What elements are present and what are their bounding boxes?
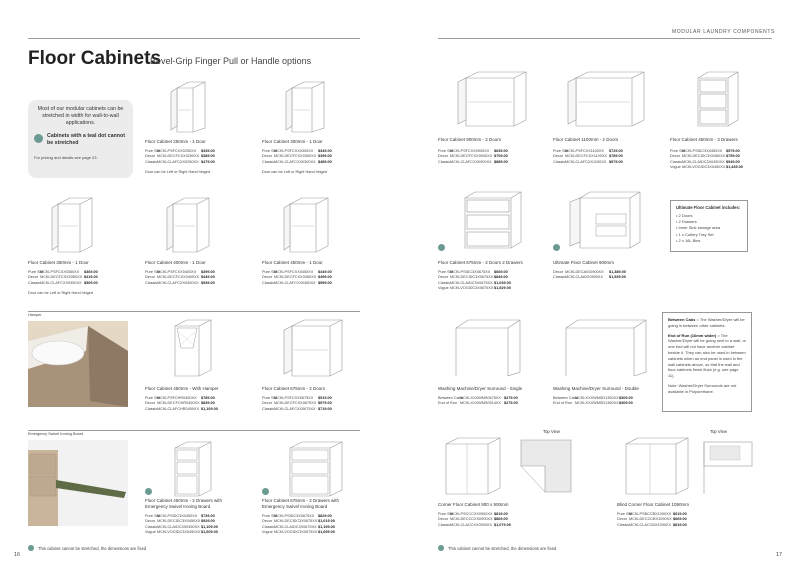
row-code: MCKLDECIDC3X0450XX [157, 519, 201, 524]
row-price: $309.00 [619, 401, 633, 406]
cabinet-ironing-450-name2: Emergency Swivel Ironing Board [145, 504, 211, 509]
row-code: MCKLXXXWMSD1360XX [575, 401, 619, 406]
row-price: $819.00 [494, 512, 508, 516]
row-finish: Decor [553, 154, 564, 159]
row-code: MCKLPSIDC3X0450XX [682, 149, 723, 153]
row-code: MCKLPSIDC3X0450XX [157, 514, 198, 518]
teal-dot-icon [438, 545, 444, 551]
blind-corner-table [617, 512, 687, 528]
row-code: MCKLPSFCHR0450XX [157, 396, 197, 400]
row-price: $539.00 [201, 280, 215, 285]
row-price: $1,609.00 [201, 529, 218, 534]
cabinet-900-name: Floor Cabinet 900mm - 2 Doors [438, 137, 502, 142]
cabinet-hamper-table [145, 396, 218, 412]
row-code: MCKLCLAFCXX0250XX [157, 159, 199, 164]
row-price: $519.00 [318, 396, 332, 400]
info-text: Most of our modular cabinets can be stretched in width for wall-to-wall applications. [37, 106, 124, 127]
row-finish: Classic [670, 159, 683, 164]
row-code: MCKLDECFCXX0300XX [274, 154, 317, 159]
cabinet-ultimate-drawing [566, 190, 646, 252]
ironing-photo-art [28, 440, 128, 526]
row-finish: Classic [438, 522, 451, 527]
table-row [553, 160, 623, 165]
table-row [145, 530, 218, 535]
cabinet-900-drawing [448, 70, 530, 130]
footer-note-right [438, 545, 556, 551]
row-code: MCKLVOGIDC3X0675XX [450, 285, 494, 290]
row-finish: Pure Silk [145, 149, 161, 153]
row-code: MCKLDECFCHR0450XX [157, 401, 200, 406]
row-finish: Decor [145, 519, 156, 524]
row-code: MCKLDECFCXX0450XX [274, 275, 317, 280]
row-code: MCKLDECCCXX0900XX [450, 517, 493, 522]
row-finish: Pure Silk [617, 512, 633, 516]
corner-cabinet-drawing [440, 436, 506, 496]
row-finish: Pure Silk [438, 149, 454, 153]
row-finish: Decor [28, 275, 39, 280]
cabinet-ultimate-table [553, 270, 626, 281]
cabinet-450-1door-table [262, 270, 332, 286]
cabinet-400-name: Floor Cabinet 400mm - 1 Door [145, 260, 206, 265]
row-price: $729.00 [609, 149, 623, 153]
header-rule-right [438, 38, 772, 39]
row-price: $279.00 [504, 401, 518, 406]
teal-dot-icon [553, 244, 560, 251]
table-row [145, 407, 218, 412]
row-price: $499.00 [318, 275, 332, 280]
cabinet-1100-name: Floor Cabinet 1100mm - 2 Doors [553, 137, 619, 142]
row-finish: Vogue [438, 285, 449, 290]
row-finish: Decor [145, 275, 156, 280]
cabinet-300-name: Floor Cabinet 300mm - 1 Door [262, 139, 323, 144]
corner-cabinet-table [438, 512, 511, 528]
row-finish: Pure Silk [145, 514, 161, 518]
ultimate-item-text: 2 Drawers [678, 219, 697, 225]
cabinet-450-3drawer-table [670, 149, 743, 170]
ultimate-heading: Ultimate Floor Cabinet includes: [676, 205, 741, 210]
row-price: $449.00 [318, 270, 332, 274]
row-finish: Classic [262, 280, 275, 285]
cabinet-250-table [145, 149, 215, 165]
row-price: $869.00 [494, 517, 508, 522]
row-finish: Pure Silk [262, 149, 278, 153]
table-row [262, 407, 332, 412]
row-price: $1,109.00 [201, 524, 218, 529]
row-type: Between Cabs [438, 396, 463, 400]
row-code: MCKLCLAIDC3X0675XX [274, 524, 317, 529]
row-price: $369.00 [84, 270, 98, 274]
row-code: MCKLXXXWMS0675XX [460, 396, 501, 400]
row-code: MCKLXXXWMS0914XX [460, 401, 501, 406]
row-price: $949.00 [726, 159, 740, 164]
row-finish: Decor [617, 517, 628, 522]
surround-double-table [553, 396, 633, 407]
cabinet-1100-table [553, 149, 623, 165]
row-price: $399.00 [201, 270, 215, 274]
ultimate-item-text: 2 Doors [678, 213, 693, 218]
surround-info-box [662, 312, 752, 412]
row-code: MCKLDECCCBX1090XX [629, 517, 672, 522]
cabinet-450-3drawer-drawing [690, 70, 745, 130]
row-price: $1,199.00 [318, 524, 335, 529]
row-finish: Classic [262, 524, 275, 529]
row-price: $579.00 [726, 149, 740, 153]
cabinet-250-note: Door can be Left or Right Hand hinged [145, 170, 211, 174]
row-code: MCKLPSCCCXX0900XX [450, 512, 493, 516]
info-dot-line [34, 133, 127, 147]
page-title: Floor Cabinets [28, 48, 162, 69]
row-type: Between Cabs [553, 396, 578, 400]
ultimate-item-text: 1 x Cutlery Tray Set [678, 231, 714, 237]
teal-dot-icon [145, 488, 152, 495]
cabinet-ironing-450-table [145, 514, 218, 535]
row-price: $1,079.00 [494, 522, 511, 527]
row-finish: Decor [553, 270, 564, 274]
row-finish: Decor [262, 275, 273, 280]
row-code: MCKLCLAFCXX0300XX [274, 159, 316, 164]
cabinet-350-drawing [48, 196, 103, 254]
row-price: $1,039.00 [494, 280, 511, 285]
row-code: MCKLPSFCXX0250XX [157, 149, 197, 153]
row-price: $449.00 [201, 275, 215, 280]
section-rule-hamper [28, 311, 360, 312]
row-finish: Decor [438, 154, 449, 159]
ultimate-item: • Inner Sink storage area [676, 225, 721, 231]
ultimate-item: • 2 Drawers [676, 219, 697, 225]
row-code: MCKLCLAFCXX0400XX [157, 280, 199, 285]
row-finish: Pure Silk [28, 270, 44, 274]
row-code: MCKLDECFCXX1100XX [565, 154, 607, 159]
teal-dot-icon [34, 134, 43, 143]
cabinet-450-1door-name: Floor Cabinet 450mm - 1 Door [262, 260, 323, 265]
row-type: End of Run [553, 401, 572, 406]
row-price: $509.00 [84, 280, 98, 285]
section-label-ironing: Emergency Swivel Ironing Board [28, 432, 84, 436]
row-code: MCKLVOGIDC3X0450XX [157, 529, 201, 534]
blind-corner-name: Blind Corner Floor Cabinet 1090mm [617, 502, 690, 507]
row-price: $389.00 [201, 154, 215, 159]
table-row [553, 275, 626, 280]
row-price: $829.00 [318, 514, 332, 518]
row-price: $399.00 [318, 154, 332, 159]
row-price: $709.00 [494, 154, 508, 159]
row-price: $479.00 [201, 159, 215, 164]
row-price: $979.00 [609, 159, 623, 164]
row-price: $1,699.00 [318, 529, 335, 534]
end-text: = The Washer/Dryer will be going next to a wall, or one end will not have another cabinet beside it. They can also be used in between cabinets when an end panel is used in the wall cabinets above, so that the wall and floor cabinets finish flush (e.g. see page 11). [668, 332, 746, 379]
row-code: MCKLPSIDC3X0675XX [450, 270, 491, 274]
end-bold: End of Run (16mm wider) [668, 332, 717, 338]
cabinet-675-drawers-name: Floor Cabinet 675mm - 2 Doors 2 Drawers [438, 260, 523, 265]
row-code: MCKLDECFCXX0675XX [274, 401, 317, 406]
cabinet-350-table [28, 270, 98, 286]
row-finish: Classic [262, 159, 275, 164]
row-finish: Classic [438, 280, 451, 285]
row-code: MCKLPSFCXX0675XX [274, 396, 314, 400]
info-pricing: For pricing and details see page 23. [34, 155, 98, 161]
row-code: MCKLCLAAIG0900XX [565, 275, 603, 280]
row-code: MCKLCLAFCXX0675XX [274, 406, 316, 411]
cabinet-350-note: Door can be Left or Right Hand hinged [28, 291, 94, 295]
table-row [262, 530, 335, 535]
cabinet-250-drawing [165, 78, 220, 133]
surround-single-drawing [448, 318, 528, 378]
surround-single-table [438, 396, 518, 407]
row-finish: Pure Silk [438, 270, 454, 274]
row-code: MCKLPSIDC3X0675XX [274, 514, 315, 518]
row-finish: Decor [438, 517, 449, 522]
ultimate-item: • 2 x 16L Bins [676, 237, 701, 243]
row-price: $739.00 [201, 514, 215, 518]
row-finish: Vogue [670, 164, 681, 169]
cabinet-ironing-675-table [262, 514, 335, 535]
row-price: $419.00 [84, 275, 98, 280]
row-finish: Pure Silk [553, 149, 569, 153]
header-title: MODULAR LAUNDRY COMPONENTS [672, 29, 775, 35]
row-code: MCKLDECAIG0900XX [565, 270, 604, 274]
row-code: MCKLDECIDC3X0450XX [682, 154, 726, 159]
row-price: $849.00 [494, 275, 508, 280]
end-para [668, 333, 746, 379]
row-code: MCKLVOGIDC3X0675XX [274, 529, 318, 534]
table-row [262, 281, 332, 286]
table-row [438, 401, 518, 406]
row-finish: Classic [145, 406, 158, 411]
page-subtitle: Bevel-Grip Finger Pull or Handle options [150, 56, 312, 66]
cabinet-1100-drawing [560, 70, 650, 130]
row-code: MCKLDECIDC3X0675XX [450, 275, 494, 280]
row-finish: Pure Silk [262, 514, 278, 518]
row-code: MCKLPSFCXX0400XX [157, 270, 197, 274]
blind-topview-drawing [700, 436, 760, 498]
section-rule-ironing [28, 430, 360, 431]
row-price: $349.00 [318, 149, 332, 153]
row-price: $489.00 [318, 159, 332, 164]
row-code: MCKLPSBCCBX1090XX [629, 512, 672, 516]
row-finish: Pure Silk [145, 270, 161, 274]
row-finish: Classic [617, 522, 630, 527]
row-finish: Classic [438, 159, 451, 164]
row-finish: Pure Silk [438, 512, 454, 516]
surround-double-name: Washing Machine/Dryer Surround - Double [553, 386, 639, 391]
row-code: MCKLXXXWMSD1350XX [575, 396, 619, 400]
table-row [670, 165, 743, 170]
cabinet-675-drawers-drawing [455, 190, 527, 252]
cabinet-300-drawing [282, 78, 337, 133]
table-row [145, 160, 215, 165]
row-code: MCKLDECFCXX0350XX [40, 275, 83, 280]
cabinet-300-note: Door can be Left or Right Hand hinged [262, 170, 328, 174]
row-finish: Classic [145, 280, 158, 285]
row-code: MCKLCLAIDC3X0450XX [682, 159, 725, 164]
topview-label-1: Top View [543, 429, 560, 434]
cabinet-675-drawers-table [438, 270, 511, 291]
row-code: MCKLCLACCXX0900XX [450, 522, 492, 527]
table-row [28, 281, 98, 286]
footer-note-text: This cabinet cannot be stretched, the dimensions are fixed [448, 545, 557, 551]
table-row [438, 286, 511, 291]
section-label-hamper: Hamper [28, 313, 42, 317]
row-finish: Pure Silk [670, 149, 686, 153]
row-code: MCKLCLAFCXX0350XX [40, 280, 82, 285]
row-finish: Decor [262, 401, 273, 406]
surround-single-name: Washing Machine/Dryer Surround - Single [438, 386, 523, 391]
between-bold: Between Cabs [668, 317, 696, 322]
row-finish: Pure Silk [262, 396, 278, 400]
corner-cabinet-name: Corner Floor Cabinet 900 x 900mm [438, 502, 509, 507]
row-price: $1,439.00 [726, 164, 743, 169]
row-price: $309.00 [619, 396, 633, 400]
info-dot-text: Cabinets with a teal dot cannot be stretched [47, 133, 125, 147]
cabinet-hamper-drawing [165, 318, 225, 378]
cabinet-ironing-450-drawing [165, 440, 225, 498]
ultimate-features-box [670, 200, 748, 252]
cabinet-400-drawing [163, 196, 221, 254]
row-finish: Classic [28, 280, 41, 285]
row-price: $889.00 [494, 159, 508, 164]
row-price: $279.00 [504, 396, 518, 400]
row-finish: Pure Silk [262, 270, 278, 274]
footer-note-left [28, 545, 146, 551]
row-finish: Classic [145, 524, 158, 529]
between-para [668, 317, 746, 329]
row-code: MCKLDECFCXX0250XX [157, 154, 200, 159]
row-code: MCKLPSFCXX0450XX [274, 270, 314, 274]
row-finish: Vogue [262, 529, 273, 534]
surround-double-drawing [560, 318, 652, 378]
row-finish: Classic [553, 275, 566, 280]
row-finish: Decor [438, 275, 449, 280]
row-code: MCKLCLAFCHR0450XX [157, 406, 199, 411]
row-finish: Decor [262, 519, 273, 524]
cabinet-ironing-675-name: Floor Cabinet 675mm - 2 Drawers with [262, 498, 340, 503]
blind-corner-drawing [620, 436, 694, 498]
row-code: MCKLCLAFCXX0900XX [450, 159, 492, 164]
table-row [262, 160, 332, 165]
ultimate-item-text: 2 x 16L Bins [678, 237, 701, 243]
page-number-right: 17 [776, 552, 783, 558]
teal-dot-icon [262, 488, 269, 495]
between-text: = The Washer/Dryer will be going in between other cabinets. [668, 317, 745, 328]
row-finish: Classic [553, 159, 566, 164]
row-price: $819.00 [673, 522, 687, 527]
row-price: $789.00 [609, 154, 623, 159]
row-finish: Classic [262, 406, 275, 411]
cabinet-450-1door-drawing [280, 196, 340, 254]
cabinet-ultimate-name: Ultimate Floor Cabinet 900mm [553, 260, 615, 265]
row-finish: Vogue [145, 529, 156, 534]
table-row [617, 523, 687, 528]
cabinet-ironing-450-name: Floor Cabinet 450mm - 2 Drawers with [145, 498, 223, 503]
info-box [28, 100, 133, 178]
row-price: $669.00 [494, 270, 508, 274]
row-finish: Classic [145, 159, 158, 164]
teal-dot-icon [438, 244, 445, 251]
row-finish: Decor [145, 154, 156, 159]
cabinet-250-name: Floor Cabinet 250mm - 1 Door [145, 139, 206, 144]
cabinet-675-table [262, 396, 332, 412]
row-price: $599.00 [318, 280, 332, 285]
row-code: MCKLPSFCXX1100XX [565, 149, 604, 153]
table-row [438, 160, 508, 165]
row-code: MCKLDECFCXX0400XX [157, 275, 200, 280]
row-price: $1,539.00 [609, 275, 626, 280]
cabinet-400-table [145, 270, 215, 286]
note-para: Note: Washer/Dryer Surrounds are not available in Polyurethane. [668, 382, 737, 394]
row-finish: Decor [262, 154, 273, 159]
row-code: MCKLCLAIDC3X0675XX [450, 280, 493, 285]
corner-topview-drawing [515, 436, 577, 496]
row-price: $639.00 [494, 149, 508, 153]
table-row [438, 523, 511, 528]
row-code: MCKLVOGIDC3X0450XX [682, 164, 726, 169]
row-price: $339.00 [201, 149, 215, 153]
hamper-photo [28, 321, 128, 407]
row-price: $1,109.00 [201, 406, 218, 411]
ironing-photo [28, 440, 128, 526]
row-code: MCKLDECIDC3X0675XX [274, 519, 318, 524]
row-type: End of Run [438, 401, 457, 406]
cabinet-ironing-675-drawing [280, 440, 352, 498]
cabinet-675-name: Floor Cabinet 675mm - 2 Doors [262, 386, 326, 391]
row-price: $719.00 [318, 406, 332, 411]
row-code: MCKLCLAIDC3X0450XX [157, 524, 200, 529]
topview-label-2: Top View [710, 429, 727, 434]
table-row [145, 281, 215, 286]
cabinet-hamper-name: Floor Cabinet 450mm - With Hamper [145, 386, 219, 391]
cabinet-900-table [438, 149, 508, 165]
row-price: $1,019.00 [318, 519, 335, 524]
row-code: MCKLCLACCBX1090XX [629, 522, 671, 527]
row-price: $669.00 [673, 517, 687, 522]
header-rule-left [28, 38, 360, 39]
row-finish: Decor [145, 401, 156, 406]
teal-dot-icon [28, 545, 34, 551]
ultimate-item-text: Inner Sink storage area [678, 225, 721, 231]
ultimate-item: • 1 x Cutlery Tray Set [676, 231, 714, 237]
row-price: $839.00 [201, 401, 215, 406]
row-price: $1,389.00 [609, 270, 626, 274]
cabinet-350-name: Floor Cabinet 350mm - 1 Door [28, 260, 89, 265]
row-code: MCKLPSFCXX0300XX [274, 149, 314, 153]
footer-note-text: This cabinet cannot be stretched, the dimensions are fixed [38, 545, 147, 551]
cabinet-300-table [262, 149, 332, 165]
row-code: MCKLPSFCXX0350XX [40, 270, 80, 274]
row-code: MCKLPSFCXX0900XX [450, 149, 490, 153]
hamper-photo-art [28, 321, 128, 407]
row-code: MCKLCLAFCXX1100XX [565, 159, 607, 164]
row-code: MCKLDECFCXX0900XX [450, 154, 493, 159]
cabinet-450-3drawer-name: Floor Cabinet 450mm - 3 Drawers [670, 137, 738, 142]
row-finish: Pure Silk [145, 396, 161, 400]
row-price: $789.00 [201, 396, 215, 400]
row-price: $619.00 [673, 512, 687, 516]
row-price: $759.00 [726, 154, 740, 159]
ultimate-item: • 2 Doors [676, 213, 693, 218]
row-code: MCKLCLAFCXX0450XX [274, 280, 316, 285]
cabinet-675-drawing [280, 318, 350, 378]
table-row [553, 401, 633, 406]
row-price: $579.00 [318, 401, 332, 406]
page-number-left: 16 [14, 552, 21, 558]
row-price: $929.00 [201, 519, 215, 524]
row-finish: Decor [670, 154, 681, 159]
row-price: $1,529.00 [494, 285, 511, 290]
cabinet-ironing-675-name2: Emergency Swivel Ironing Board [262, 504, 328, 509]
